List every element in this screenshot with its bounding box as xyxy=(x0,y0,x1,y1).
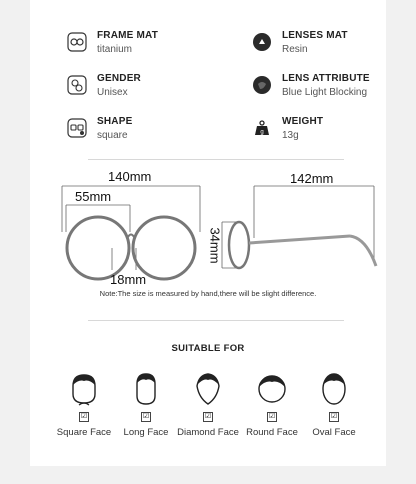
spec-value: titanium xyxy=(97,44,133,55)
check-icon: ☑ xyxy=(204,413,212,420)
spec-value: 13g xyxy=(282,130,299,141)
spec-value: square xyxy=(97,130,128,141)
square-face-icon xyxy=(69,372,99,406)
suitable-for-title: SUITABLE FOR xyxy=(171,343,245,354)
temple-length-label: 142mm xyxy=(290,171,334,186)
lens-width-label: 55mm xyxy=(75,189,112,204)
temple-arm xyxy=(249,236,350,243)
face-oval xyxy=(294,372,374,438)
spec-label: LENSES MAT xyxy=(282,30,348,41)
svg-text:g: g xyxy=(260,129,264,136)
spec-label: LENS ATTRIBUTE xyxy=(282,73,370,84)
face-label: Diamond Face xyxy=(177,427,239,438)
check-icon: ☑ xyxy=(80,413,88,420)
round-face-icon xyxy=(257,372,287,406)
check-icon: ☑ xyxy=(330,413,338,420)
left-lens xyxy=(67,217,129,279)
spec-value: Resin xyxy=(282,44,308,55)
spec-label: FRAME MAT xyxy=(97,30,159,41)
face-label: Square Face xyxy=(56,427,112,438)
spec-label: GENDER xyxy=(97,73,141,84)
spec-label: SHAPE xyxy=(97,116,133,127)
face-label: Long Face xyxy=(123,427,169,438)
oval-face-icon xyxy=(319,372,349,406)
side-lens xyxy=(229,222,249,268)
bridge-label: 18mm xyxy=(110,272,147,287)
lens-height-label: 34mm xyxy=(207,227,223,264)
spec-value: Unisex xyxy=(97,87,128,98)
check-icon: ☑ xyxy=(268,413,276,420)
face-label: Oval Face xyxy=(312,427,356,438)
diamond-face-icon xyxy=(193,372,223,406)
face-label: Round Face xyxy=(246,427,298,438)
frame-width-label: 140mm xyxy=(108,169,152,184)
long-face-icon xyxy=(131,372,161,406)
check-icon: ☑ xyxy=(142,413,150,420)
divider xyxy=(88,320,344,321)
spec-label: WEIGHT xyxy=(282,116,324,127)
measurement-note: Note:The size is measured by hand,there will be slight difference. xyxy=(99,289,317,298)
right-lens xyxy=(133,217,195,279)
spec-value: Blue Light Blocking xyxy=(282,87,368,98)
